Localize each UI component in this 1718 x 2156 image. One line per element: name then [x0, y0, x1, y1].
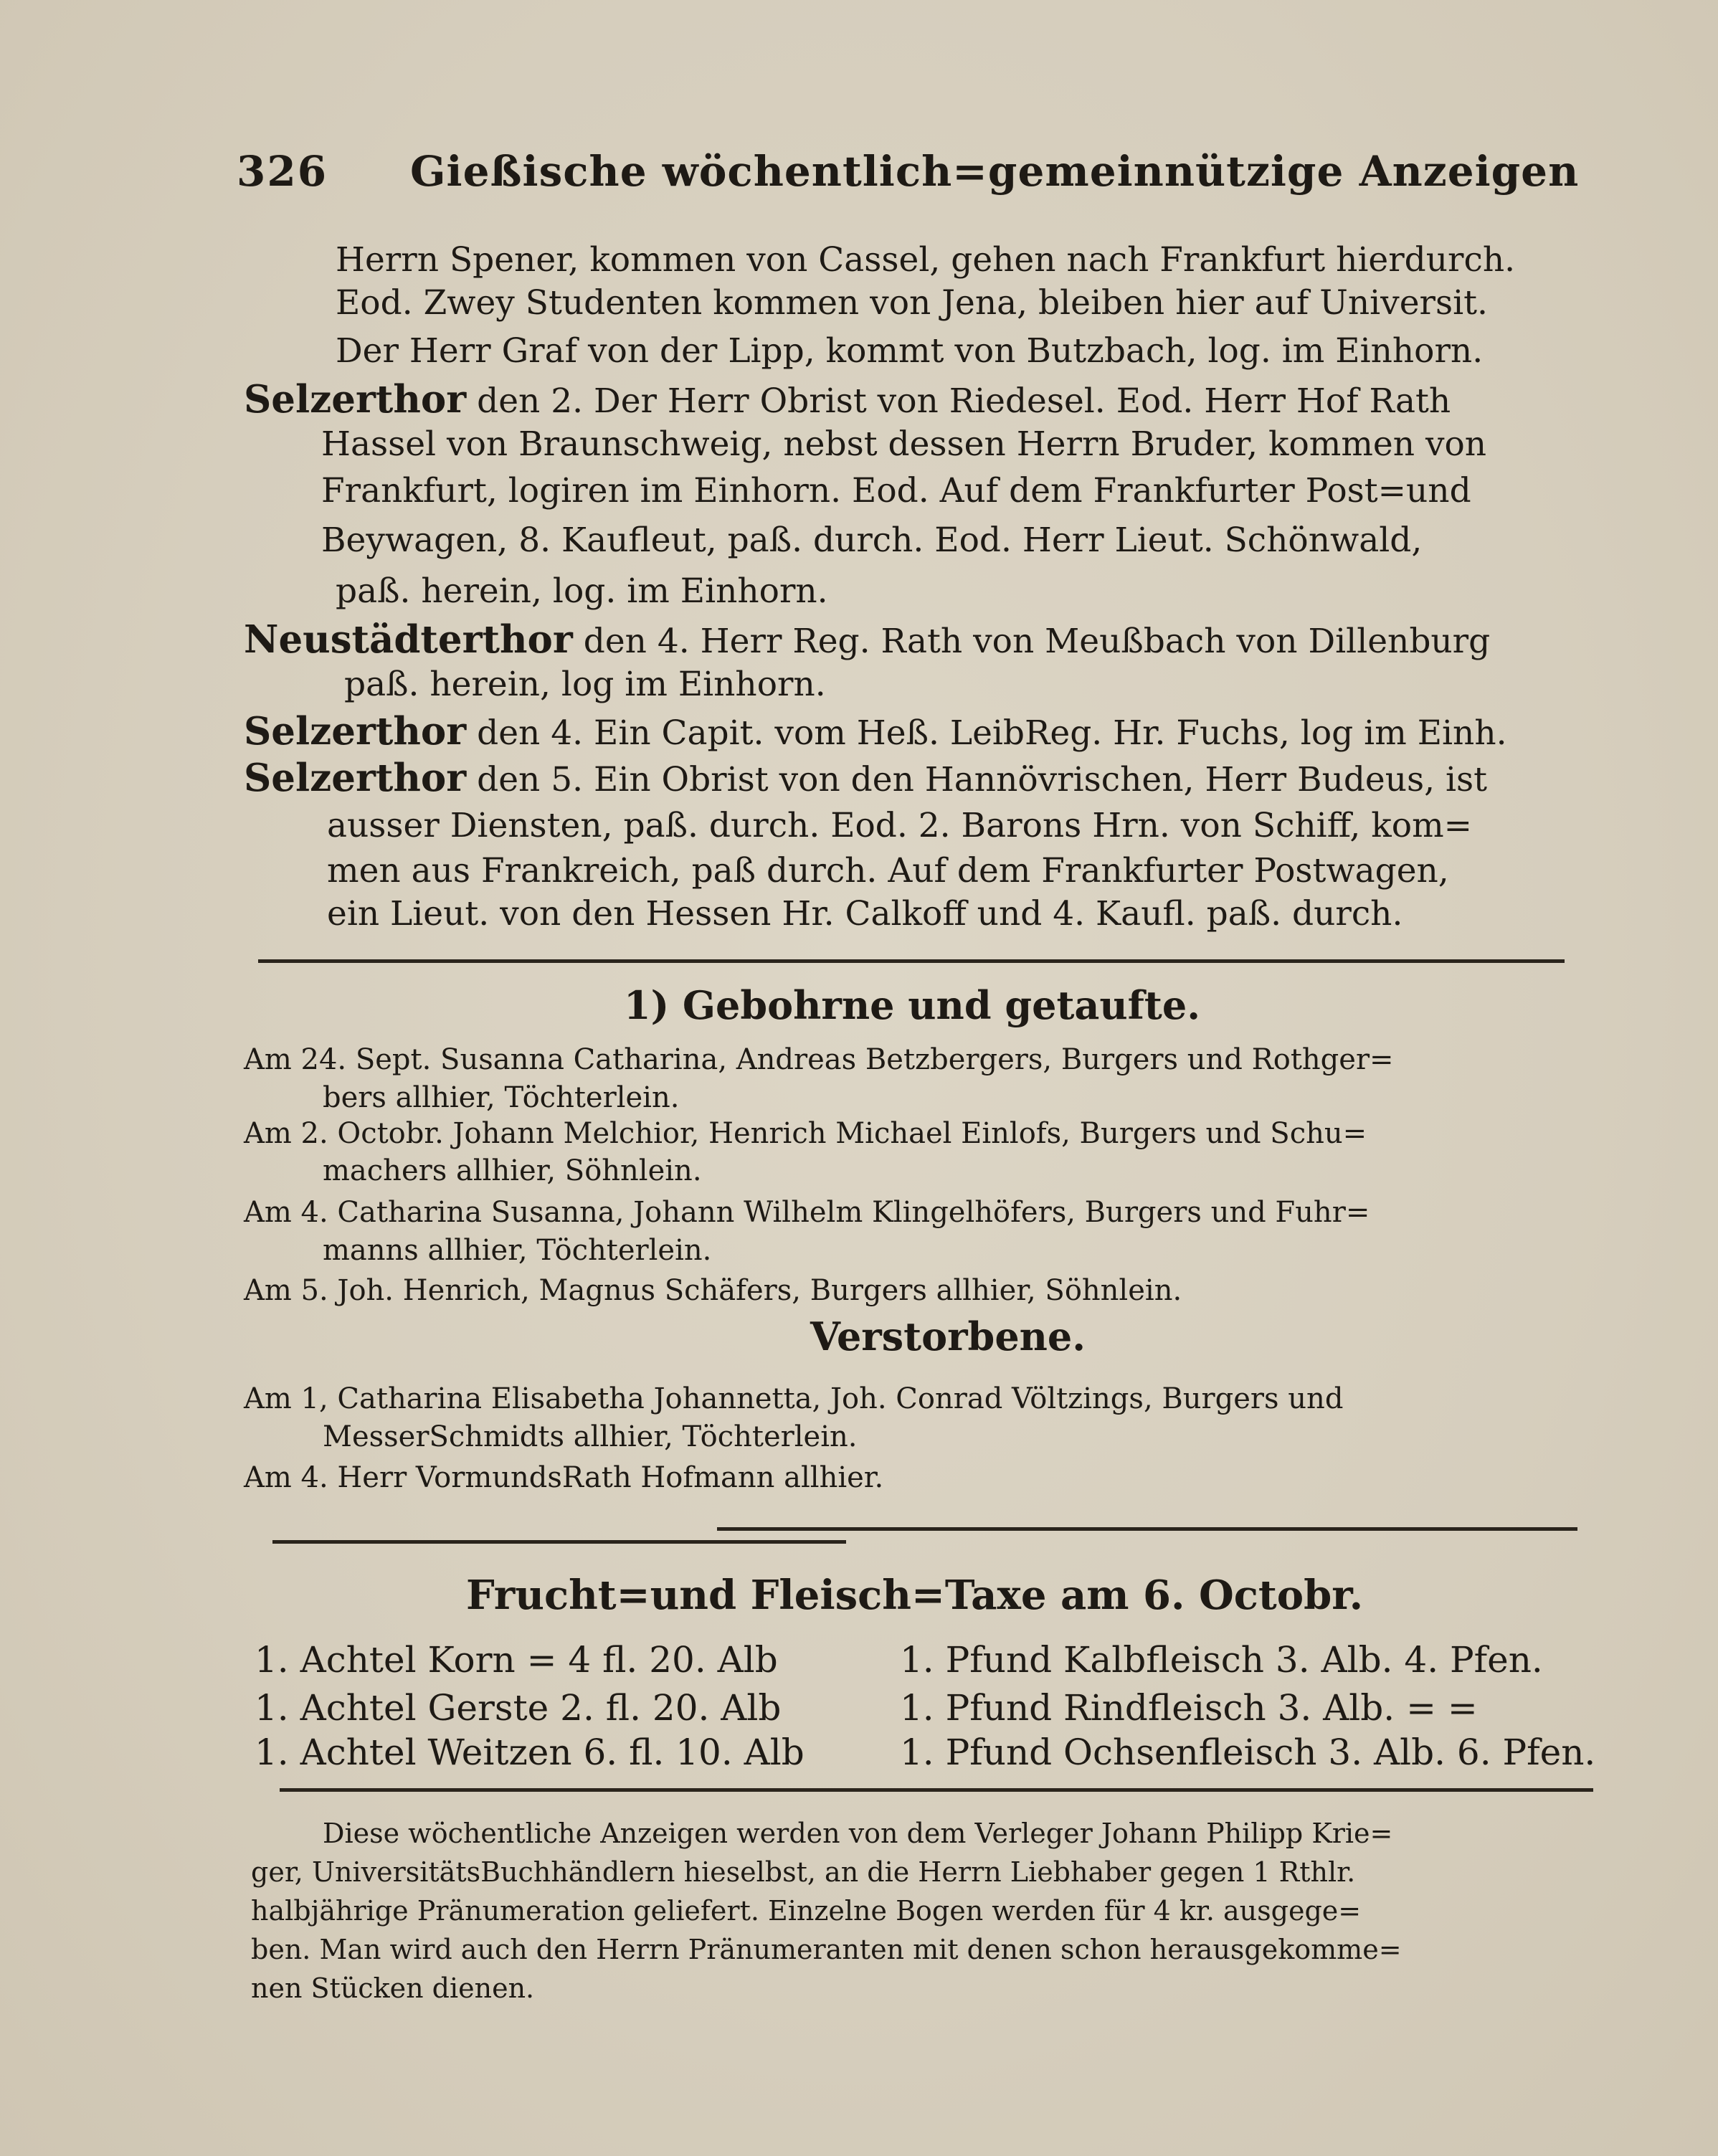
arrival-line: Hassel von Braunschweig, nebst dessen Herrn Bruder, kommen von — [321, 424, 1487, 464]
births-title: 1) Gebohrne und getaufte. — [624, 982, 1201, 1028]
notice-line: Diese wöchentliche Anzeigen werden von dem Verleger Johann Philipp Krie= — [323, 1818, 1393, 1849]
section-divider — [717, 1527, 1577, 1531]
record-line: Am 4. Herr VormundsRath Hofmann allhier. — [244, 1461, 884, 1494]
arrival-line: ausser Diensten, paß. durch. Eod. 2. Barons Hrn. von Schiff, kom= — [327, 806, 1473, 845]
gate-name: Selzerthor — [244, 377, 467, 422]
arrival-line: Herrn Spener, kommen von Cassel, gehen nach Frankfurt hierdurch. — [336, 240, 1516, 280]
section-divider — [272, 1540, 846, 1544]
meat-price: 1. Pfund Ochsenfleisch 3. Alb. 6. Pfen. — [900, 1732, 1596, 1773]
grain-price: 1. Achtel Weitzen 6. fl. 10. Alb — [255, 1732, 805, 1773]
page-number: 326 — [237, 147, 328, 196]
grain-price: 1. Achtel Korn = 4 fl. 20. Alb — [255, 1639, 778, 1681]
arrival-line: Der Herr Graf von der Lipp, kommt von Butzbach, log. im Einhorn. — [336, 331, 1484, 371]
grain-price: 1. Achtel Gerste 2. fl. 20. Alb — [255, 1687, 782, 1729]
page-header — [237, 147, 1599, 212]
record-line: MesserSchmidts allhier, Töchterlein. — [323, 1420, 858, 1453]
gate-name: Selzerthor — [244, 709, 467, 754]
record-line: Am 5. Joh. Henrich, Magnus Schäfers, Burgers allhier, Söhnlein. — [244, 1274, 1182, 1307]
arrival-line: Selzerthor den 4. Ein Capit. vom Heß. LeibReg. Hr. Fuchs, log im Einh. — [244, 709, 1507, 754]
meat-price: 1. Pfund Kalbfleisch 3. Alb. 4. Pfen. — [900, 1639, 1543, 1681]
record-line: Am 4. Catharina Susanna, Johann Wilhelm Klingelhöfers, Burgers und Fuhr= — [244, 1196, 1370, 1229]
gate-name: Neustädterthor — [244, 617, 573, 662]
notice-line: ger, UniversitätsBuchhändlern hieselbst, an die Herrn Liebhaber gegen 1 Rthlr. — [251, 1856, 1356, 1888]
notice-line: nen Stücken dienen. — [251, 1972, 535, 2004]
arrival-line: Selzerthor den 2. Der Herr Obrist von Riedesel. Eod. Herr Hof Rath — [244, 377, 1451, 422]
notice-line: ben. Man wird auch den Herrn Pränumeranten mit denen schon herausgekomme= — [251, 1934, 1402, 1965]
arrival-line: Selzerthor den 5. Ein Obrist von den Hannövrischen, Herr Budeus, ist — [244, 756, 1488, 800]
record-line: manns allhier, Töchterlein. — [323, 1234, 712, 1267]
record-line: Am 24. Sept. Susanna Catharina, Andreas Betzbergers, Burgers und Rothger= — [244, 1043, 1394, 1076]
arrival-line: paß. herein, log im Einhorn. — [344, 665, 826, 704]
gate-name: Selzerthor — [244, 756, 467, 800]
record-line: Am 1, Catharina Elisabetha Johannetta, Joh. Conrad Völtzings, Burgers und — [244, 1382, 1344, 1415]
record-line: machers allhier, Söhnlein. — [323, 1154, 702, 1187]
record-line: Am 2. Octobr. Johann Melchior, Henrich Michael Einlofs, Burgers und Schu= — [244, 1117, 1367, 1150]
tax-title: Frucht=und Fleisch=Taxe am 6. Octobr. — [466, 1572, 1364, 1619]
arrival-line: Eod. Zwey Studenten kommen von Jena, bleiben hier auf Universit. — [336, 283, 1488, 323]
arrival-line: Frankfurt, logiren im Einhorn. Eod. Auf dem Frankfurter Post=und — [321, 471, 1471, 510]
record-line: bers allhier, Töchterlein. — [323, 1081, 680, 1114]
arrival-line: ein Lieut. von den Hessen Hr. Calkoff und 4. Kaufl. paß. durch. — [327, 894, 1403, 934]
arrival-line: paß. herein, log. im Einhorn. — [336, 571, 828, 611]
arrival-line: Beywagen, 8. Kaufleut, paß. durch. Eod. Herr Lieut. Schönwald, — [321, 521, 1423, 560]
deaths-title: Verstorbene. — [810, 1314, 1086, 1359]
notice-line: halbjährige Pränumeration geliefert. Einzelne Bogen werden für 4 kr. ausgege= — [251, 1895, 1362, 1927]
running-title: Gießische wöchentlich=gemeinnützige Anzeigen — [410, 147, 1580, 196]
meat-price: 1. Pfund Rindfleisch 3. Alb. = = — [900, 1687, 1478, 1729]
arrival-line: Neustädterthor den 4. Herr Reg. Rath von Meußbach von Dillenburg — [244, 617, 1491, 662]
arrival-line: men aus Frankreich, paß durch. Auf dem Frankfurter Postwagen, — [327, 851, 1449, 891]
section-divider — [258, 959, 1565, 963]
section-divider — [280, 1788, 1593, 1792]
